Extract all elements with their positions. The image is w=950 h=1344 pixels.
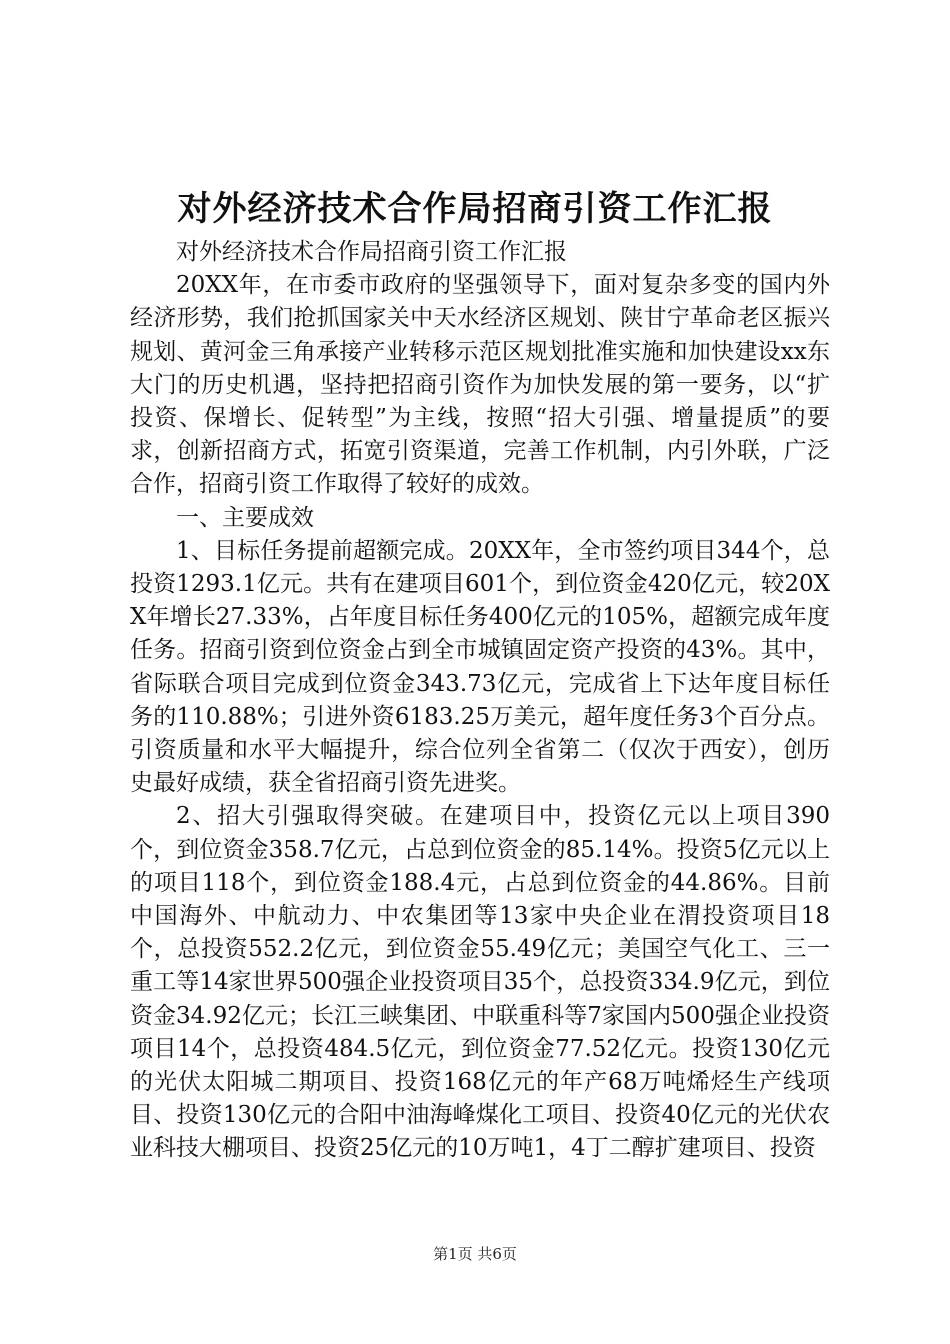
document-title: 对外经济技术合作局招商引资工作汇报 <box>177 189 773 229</box>
document-body <box>130 236 830 1166</box>
subtitle-paragraph: 对外经济技术合作局招商引资工作汇报 <box>176 239 567 265</box>
intro-paragraph: 20XX年，在市委市政府的坚强领导下，面对复杂多变的国内外经济形势，我们抢抓国家关中天水经济区规划、陕甘宁革命老区振兴规划、黄河金三角承接产业转移示范区规划批准实施和加快建设xx东大门的历史机遇，坚持把招商引资作为加快发展的第一要务，以“扩投资、保增长、促转型”为主线，按照“招大引强、增量提质”的要求，创新招商方式，拓宽引资渠道，完善工作机制，内引外联，广泛合作，招商引资工作取得了较好的成效。 <box>130 272 830 498</box>
achievement-paragraph-1: 1、目标任务提前超额完成。20XX年，全市签约项目344个，总投资1293.1亿元。共有在建项目601个，到位资金420亿元，较20XX年增长27.33%，占年度目标任务400亿元的105%，超额完成年度任务。招商引资到位资金占到全市城镇固定资产投资的43%。其中，省际联合项目完成到位资金343.73亿元，完成省上下达年度目标任务的110.88%；引进外资6183.25万美元，超年度任务3个百分点。引资质量和水平大幅提升，综合位列全省第二（仅次于西安），创历史最好成绩，获全省招商引资先进奖。 <box>130 537 830 797</box>
page-footer: 第1页 共6页 <box>433 1245 517 1263</box>
achievement-paragraph-2: 2、招大引强取得突破。在建项目中，投资亿元以上项目390个，到位资金358.7亿元，占总到位资金的85.14%。投资5亿元以上的项目118个，到位资金188.4元，占总到位资金的44.86%。目前中国海外、中航动力、中农集团等13家中央企业在渭投资项目18个，总投资552.2亿元，到位资金55.49亿元；美国空气化工、三一重工等14家世界500强企业投资项目35个，总投资334.9亿元，到位资金34.92亿元；长江三峡集团、中联重科等7家国内500强企业投资项目14个，总投资484.5亿元，到位资金77.52亿元。投资130亿元的光伏太阳城二期项目、投资168亿元的年产68万吨烯烃生产线项目、投资130亿元的合阳中油海峰煤化工项目、投资40亿元的光伏农业科技大棚项目、投资25亿元的10万吨1，4丁二醇扩建项目、投资 <box>130 803 830 1162</box>
section-heading: 一、主要成效 <box>176 504 314 531</box>
